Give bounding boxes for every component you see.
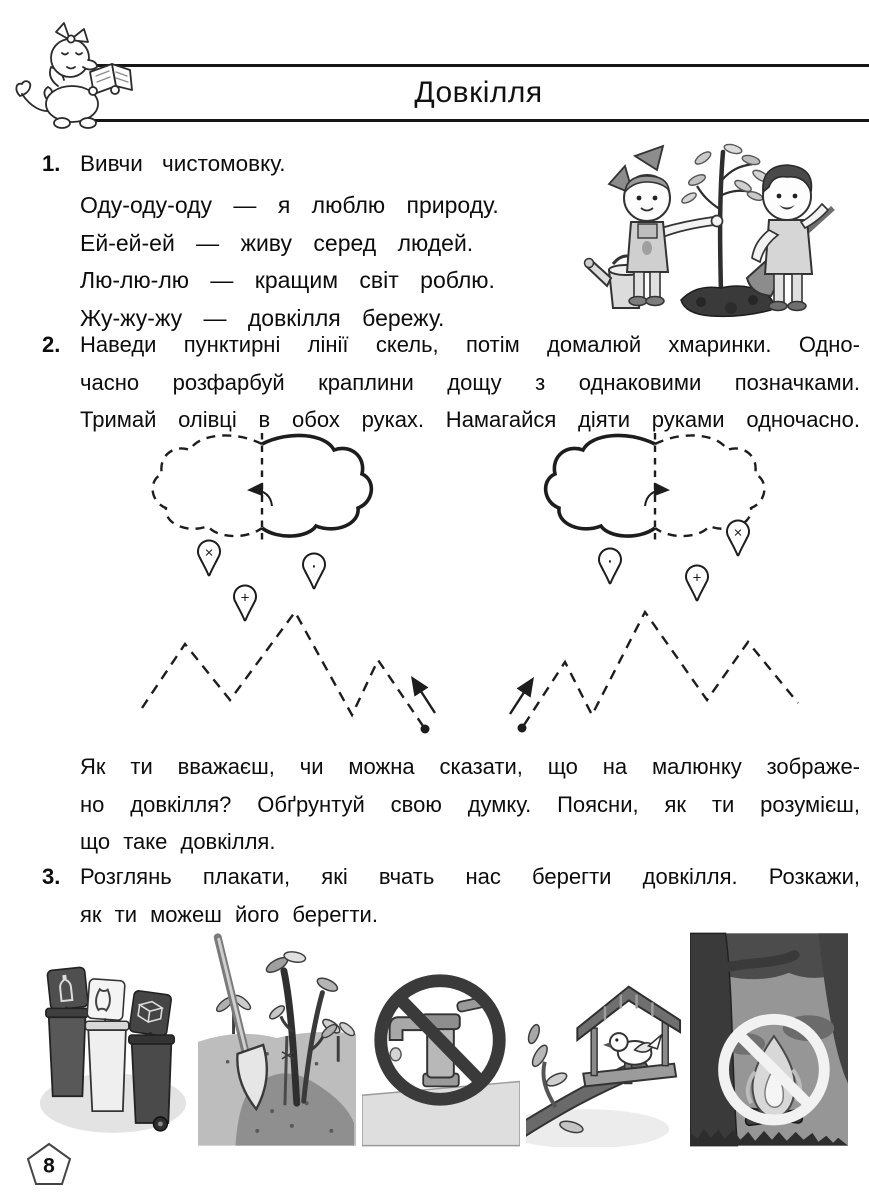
kids-planting-tree-illustration <box>581 140 865 330</box>
text-line: Розглянь плакати, які вчать нас берегти довкілля. Розкажи, <box>80 864 860 889</box>
drop-symbol: + <box>692 569 702 587</box>
poster-sorting-bins <box>34 932 192 1147</box>
dragon-mascot-icon <box>6 20 138 140</box>
text-line: що таке довкілля. <box>80 829 276 854</box>
boy <box>747 165 833 311</box>
rhyme-line: Оду-оду-оду — я люблю природу. <box>80 192 499 218</box>
rhyme-line: Ей-ей-ей — живу серед людей. <box>80 229 474 256</box>
exercise3-number: 3. <box>42 864 61 889</box>
drop-symbol: × <box>204 544 214 562</box>
header-rule-top <box>88 64 869 67</box>
rhyme-line: Лю-лю-лю — кращим світ роблю. <box>80 267 495 293</box>
exercise1-instruction: Вивчи чистомовку. <box>80 151 286 176</box>
rhyme-line: Жу-жу-жу — довкілля бережу. <box>80 304 445 331</box>
drop-symbol: × <box>733 524 743 542</box>
bird <box>603 1033 661 1065</box>
left-cloud <box>153 433 372 542</box>
right-mountain-zigzag <box>510 612 798 733</box>
page-number: 8 <box>43 1154 55 1178</box>
header-rule-bottom <box>88 119 869 122</box>
text-line: но довкілля? Обґрунтуй свою думку. Поясни, як ти розумієш, <box>80 791 860 817</box>
poster-no-campfire <box>690 932 848 1147</box>
page-title: Довкілля <box>414 76 543 109</box>
drop-symbol: · <box>606 550 614 572</box>
exercise1-number: 1. <box>42 151 61 176</box>
tracing-activity-drawing <box>140 428 860 746</box>
page-number-badge <box>26 1142 72 1186</box>
poster-bird-feeder <box>526 932 684 1147</box>
poster-planting-saplings <box>198 932 356 1147</box>
left-mountain-zigzag <box>142 612 435 734</box>
text-line: Наведи пунктирні лінії скель, потім домалюй хмаринки. Одно- <box>80 332 860 357</box>
exercise3-instruction <box>80 864 860 939</box>
text-line: Тримай олівці в обох руках. Намагайся діяти руками одночасно. <box>80 407 860 432</box>
sorting-bins-icon <box>34 932 192 1147</box>
exercise2-number: 2. <box>42 332 61 357</box>
eco-posters-row <box>34 932 848 1147</box>
text-line: Як ти вважаєш, чи можна сказати, що на малюнку зображе- <box>80 754 860 779</box>
raindrops-right <box>599 520 749 600</box>
no-campfire-sign-icon <box>690 932 848 1147</box>
drop-symbol: + <box>240 589 250 607</box>
drop-symbol: · <box>310 555 318 577</box>
saplings-icon <box>198 932 356 1147</box>
poster-no-water-waste <box>362 932 520 1147</box>
text-line: як ти можеш його берегти. <box>80 901 378 927</box>
exercise1-rhyme <box>80 192 600 342</box>
no-water-waste-sign-icon <box>362 932 520 1147</box>
exercise2-question <box>80 754 860 867</box>
text-line: часно розфарбуй краплини дощу з однаковими позначками. <box>80 369 860 395</box>
bird-feeder-icon <box>526 932 684 1147</box>
raindrops-left <box>198 540 325 620</box>
